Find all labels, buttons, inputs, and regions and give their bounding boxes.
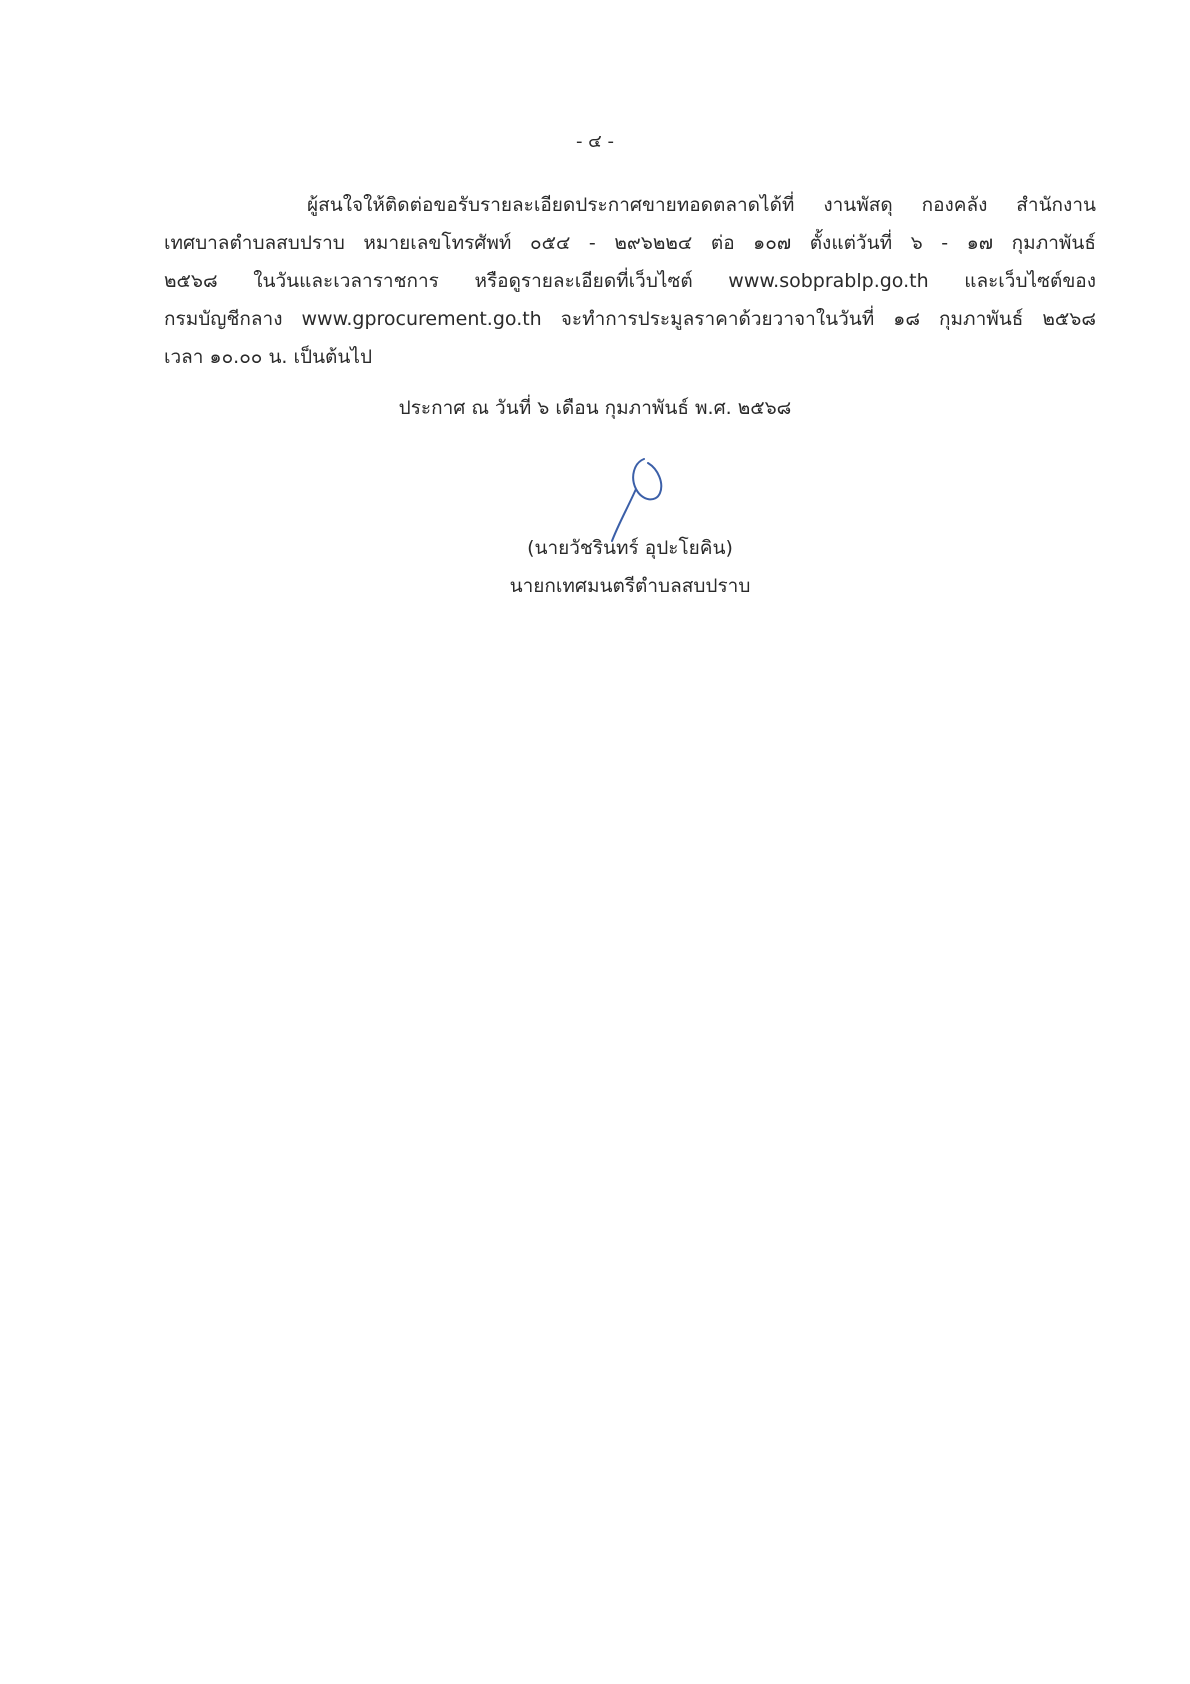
signature-image xyxy=(610,455,690,545)
paragraph-line: ๒๕๖๘ ในวันและเวลาราชการ หรือดูรายละเอียดที่เว็บไซต์ www.sobprablp.go.th และเว็บไซต์ของ xyxy=(164,270,1096,292)
announcement-paragraph xyxy=(164,186,1096,376)
paragraph-line: เทศบาลตำบลสบปราบ หมายเลขโทรศัพท์ ๐๕๔ - ๒๙๖๒๒๔ ต่อ ๑๐๗ ตั้งแต่วันที่ ๖ - ๑๗ กุมภาพันธ์ xyxy=(164,232,1096,254)
paragraph-line: กรมบัญชีกลาง www.gprocurement.go.th จะทำการประมูลราคาด้วยวาจาในวันที่ ๑๘ กุมภาพันธ์ ๒๕๖๘ xyxy=(164,308,1096,330)
signer-name: (นายวัชรินทร์ อุปะโยคิน) xyxy=(527,537,733,559)
page-number: - ๔ - xyxy=(575,131,615,152)
announcement-date: ประกาศ ณ วันที่ ๖ เดือน กุมภาพันธ์ พ.ศ. ๒๕๖๘ xyxy=(398,397,792,419)
signer-title: นายกเทศมนตรีตำบลสบปราบ xyxy=(509,575,751,597)
paragraph-line: ผู้สนใจให้ติดต่อขอรับรายละเอียดประกาศขายทอดตลาดได้ที่ งานพัสดุ กองคลัง สำนักงาน xyxy=(307,194,1096,216)
paragraph-line: เวลา ๑๐.๐๐ น. เป็นต้นไป xyxy=(164,346,372,368)
